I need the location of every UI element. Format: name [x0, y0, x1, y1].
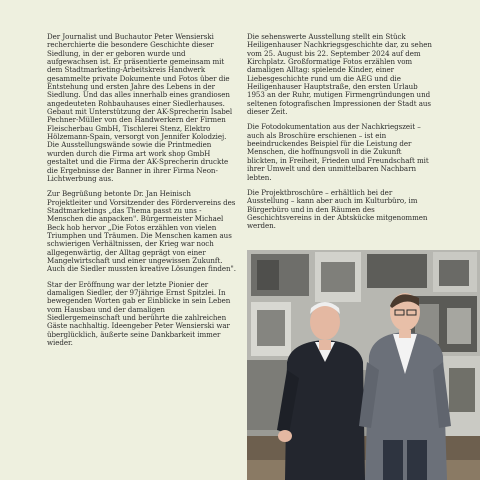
paragraph: Die Projektbroschüre – erhältlich bei der Ausstellung – kann aber auch im Kulturbüro, im Bürgerbüro und in den Räumen des Geschichtsvereins in der Abtskücke mitgenommen werden. — [247, 187, 428, 231]
article-right-column — [247, 33, 432, 238]
article-left-column — [47, 33, 237, 354]
paragraph: Die Fotodokumentation aus der Nachkriegszeit – auch als Broschüre erschienen – ist ein beeindruckendes Beispiel für die Leistung der Menschen, die hoffnungsvoll in die Zukunft blickten, in Freiheit, Frieden und Freundschaft mit ihrer Umwelt und den unmittelbaren Nachbarn lebten. — [247, 122, 429, 182]
photo-illustration — [247, 250, 480, 480]
paragraph: Der Journalist und Buchautor Peter Wensierski recherchierte die besondere Geschichte dieser Siedlung, in der er geboren wurde und aufgewachsen ist. Er präsentierte gemeinsam mit dem Stadtmarketing-Arbeitskreis Handwerk gesammelte private Dokumente und Fotos über die Entstehung und ersten Jahre des Lebens in der Siedlung. Und das alles innerhalb eines grandiosen angedeuteten Rohbauhauses einer Siedlerhauses. Gebaut mit Unterstützung der AK-Sprecherin Isabel Pechner-Müller von den Handwerkern der Firmen Fleischerbau GmbH, Tischlerei Stenz, Elektro Hölzemann-Spain, versorgt von Jennifer Kolodziej. Die Ausstellungswände sowie die Printmedien wurden durch die Firma art work shop GmbH gestaltet und die Firma der AK-Sprecherin druckte die Ergebnisse der Banner in ihrer Firma Neon-Lichtwerbung aus. — [47, 32, 233, 183]
paragraph: Zur Begrüßung betonte Dr. Jan Heinisch Projektleiter und Vorsitzender des Fördervereins des Stadtmarketings „das Thema passt zu uns - Menschen die anpacken". Bürgermeister Michael Beck hob hervor „Die Fotos erzählen von vielen Triumphen und Träumen. Die Menschen kamen aus schwierigen Verhältnissen, der Krieg war noch allgegenwärtig, der Alltag geprägt von einer Mangelwirtschaft und einer ungewissen Zukunft. Auch die Siedler mussten kreative Lösungen finden". — [47, 189, 236, 274]
article-photo — [247, 250, 480, 480]
paragraph: Star der Eröffnung war der letzte Pionier der damaligen Siedler, der 97jährige Ernst Spitzlei. In bewegenden Worten gab er Einblicke in sein Leben vom Hausbau und der damaligen Siedlergemeinschaft und berührte die zahlreichen Gäste nachhaltig. Ideengeber Peter Wensierski war überglücklich, äußerte seine Dankbarkeit immer wieder. — [47, 279, 231, 348]
paragraph: Die sehenswerte Ausstellung stellt ein Stück Heiligenhauser Nachkriegsgeschichte dar, zu sehen vom 25. August bis 22. September 2024 auf dem Kirchplatz. Großformatige Fotos erzählen vom damaligen Alltag: spielende Kinder, einer Liebesgeschichte rund um die AEG und die Heiligenhauser Hauptstraße, den ersten Urlaub 1953 an der Ruhr, mutigen Firmengründungen und seltenen fotografischen Impressionen der Stadt aus dieser Zeit. — [247, 32, 432, 117]
